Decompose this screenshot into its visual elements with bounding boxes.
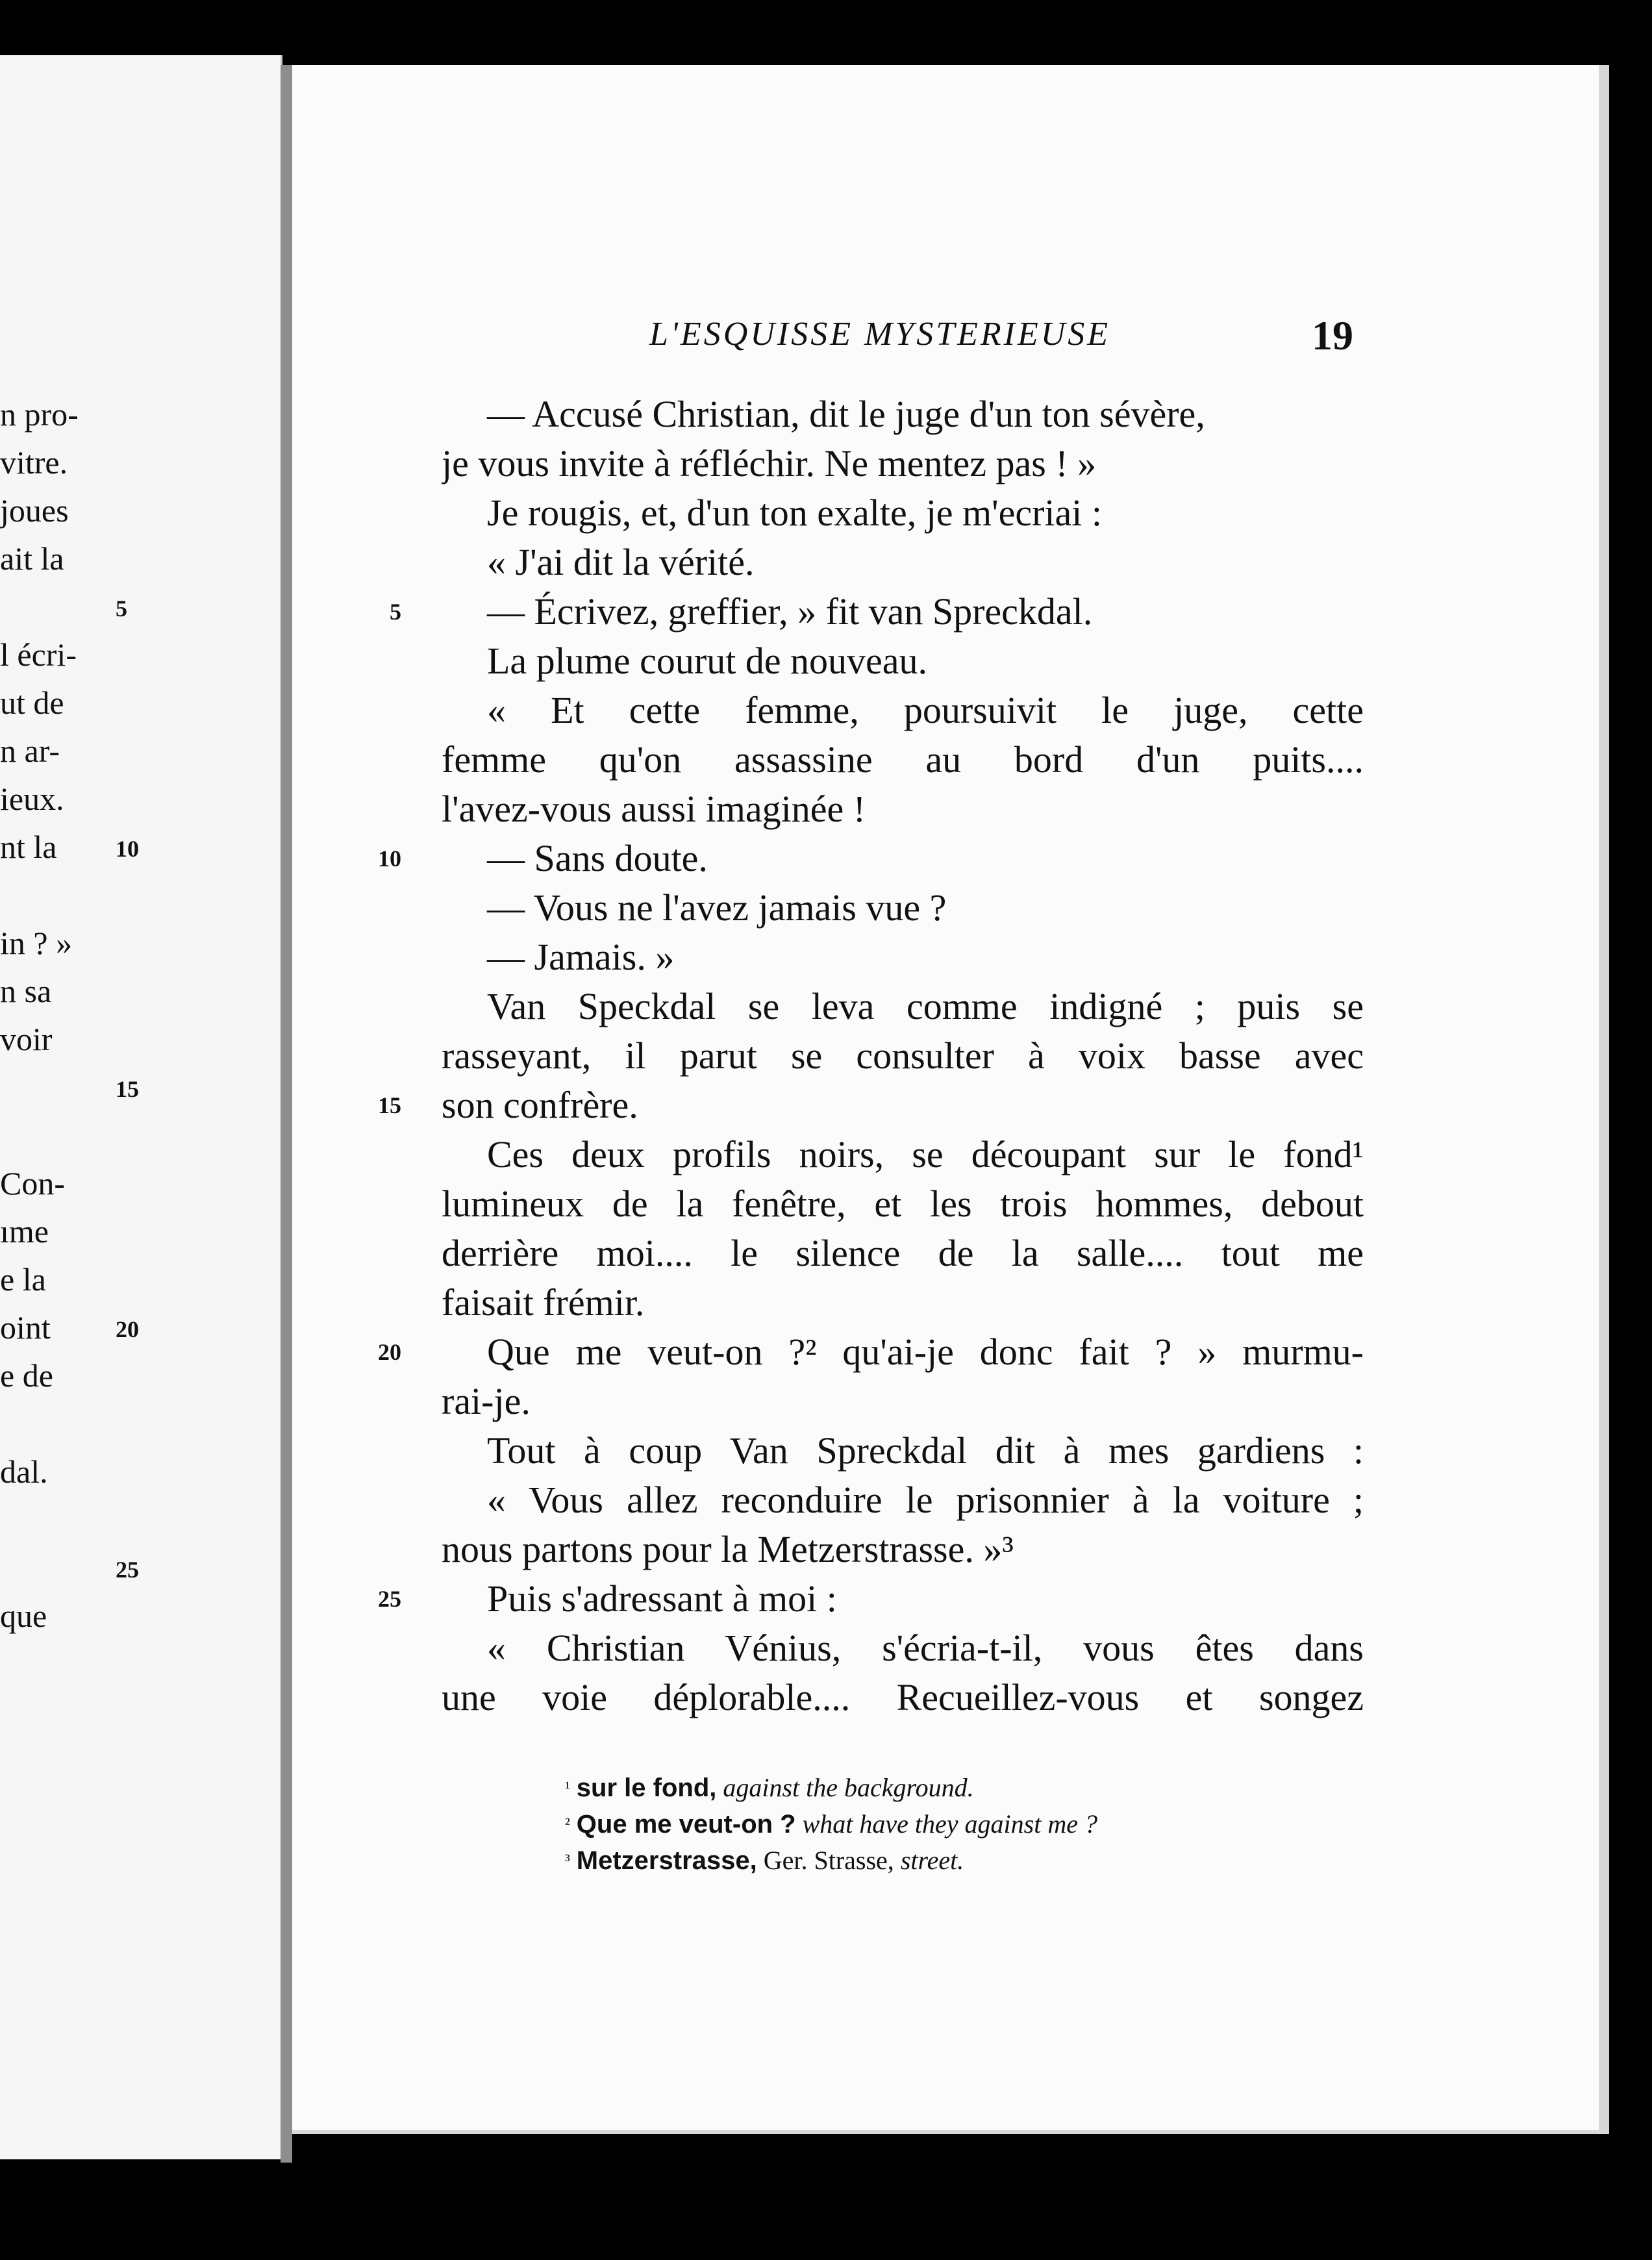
left-page-line-number: 10 bbox=[116, 836, 139, 862]
text-line-content: rasseyant, il parut se consulter à voix basse avec bbox=[442, 1035, 1364, 1077]
left-page-text-fragment: que bbox=[0, 1598, 47, 1634]
text-line-content: femme qu'on assassine au bord d'un puits.... bbox=[442, 738, 1364, 781]
left-page-text-fragment: ıme bbox=[0, 1213, 49, 1249]
left-page-text-fragment: n ar- bbox=[0, 733, 60, 769]
line-number: 20 bbox=[378, 1339, 401, 1365]
line-number: 10 bbox=[378, 846, 401, 872]
text-line-content: Ces deux profils noirs, se découpant sur le fond¹ bbox=[487, 1133, 1364, 1175]
text-line-content: La plume courut de nouveau. bbox=[487, 640, 928, 682]
text-line-content: son confrère. bbox=[442, 1084, 638, 1126]
page-number: 19 bbox=[1312, 312, 1353, 358]
text-line bbox=[442, 587, 1364, 636]
left-page-text-fragment: nt la bbox=[0, 829, 57, 865]
text-line bbox=[442, 1377, 1364, 1426]
text-line-content: Puis s'adressant à moi : bbox=[487, 1577, 837, 1620]
footnote-gloss: against the background. bbox=[723, 1773, 974, 1802]
text-line bbox=[442, 834, 1364, 883]
text-line-content: Tout à coup Van Spreckdal dit à mes gardiens : bbox=[487, 1429, 1364, 1472]
text-line bbox=[442, 1229, 1364, 1278]
left-page-text-fragment: n sa bbox=[0, 973, 52, 1009]
text-line bbox=[442, 785, 1364, 834]
text-line bbox=[442, 1327, 1364, 1377]
text-line bbox=[442, 1624, 1364, 1673]
left-page-text-fragment: ait la bbox=[0, 540, 64, 577]
text-line bbox=[442, 1130, 1364, 1179]
left-page-text-fragment: oint bbox=[0, 1309, 51, 1346]
footnote bbox=[565, 1770, 974, 1806]
footnote-gloss: what have they against me ? bbox=[802, 1809, 1097, 1839]
text-line-content: derrière moi.... le silence de la salle.... tout me bbox=[442, 1232, 1364, 1274]
text-line-content: — Sans doute. bbox=[487, 837, 708, 879]
text-line-content: rai-je. bbox=[442, 1380, 531, 1422]
left-page-text-fragment: vitre. bbox=[0, 444, 68, 481]
left-page-text-fragment: e de bbox=[0, 1357, 53, 1394]
text-line bbox=[442, 1475, 1364, 1525]
text-line bbox=[442, 1031, 1364, 1081]
footnote-mark: ² bbox=[565, 1814, 570, 1833]
text-line-content: — Écrivez, greffier, » fit van Spreckdal. bbox=[487, 590, 1093, 633]
line-number: 15 bbox=[378, 1092, 401, 1118]
left-page-text-fragment: l écri- bbox=[0, 636, 77, 673]
left-page-text-fragment: voir bbox=[0, 1021, 53, 1057]
left-page-text-fragment: ieux. bbox=[0, 781, 64, 817]
text-line bbox=[442, 1525, 1364, 1574]
left-page-text-fragment: n pro- bbox=[0, 396, 79, 433]
text-line-content: lumineux de la fenêtre, et les trois hommes, debout bbox=[442, 1183, 1364, 1225]
footnote bbox=[565, 1842, 964, 1879]
line-number: 25 bbox=[378, 1586, 401, 1612]
text-line bbox=[442, 1081, 1364, 1130]
text-line-content: une voie déplorable.... Recueillez-vous et songez bbox=[442, 1676, 1364, 1718]
left-page-line-number: 25 bbox=[116, 1557, 139, 1583]
footnote-gloss: street. bbox=[900, 1846, 964, 1875]
previous-page-fragment bbox=[0, 55, 282, 2159]
left-page-text-fragment: e la bbox=[0, 1261, 46, 1298]
text-line bbox=[442, 1574, 1364, 1624]
text-line-content: l'avez-vous aussi imaginée ! bbox=[442, 788, 866, 830]
book-page bbox=[292, 65, 1609, 2134]
text-line bbox=[442, 636, 1364, 686]
text-line-content: — Jamais. » bbox=[487, 936, 675, 978]
text-line-content: nous partons pour la Metzerstrasse. »³ bbox=[442, 1528, 1014, 1570]
text-line-content: « J'ai dit la vérité. bbox=[487, 541, 755, 583]
text-line-content: « Vous allez reconduire le prisonnier à la voiture ; bbox=[487, 1479, 1364, 1521]
left-page-text-fragment: dal. bbox=[0, 1453, 48, 1490]
text-line-content: — Vous ne l'avez jamais vue ? bbox=[487, 886, 947, 929]
text-line-content: faisait frémir. bbox=[442, 1281, 645, 1324]
running-head: L'ESQUISSE MYSTERIEUSE bbox=[649, 316, 1111, 353]
footnote-mark: ¹ bbox=[565, 1778, 570, 1797]
text-line bbox=[442, 883, 1364, 933]
text-line bbox=[442, 982, 1364, 1031]
text-line bbox=[442, 439, 1364, 488]
text-line bbox=[442, 1179, 1364, 1229]
text-line bbox=[442, 1673, 1364, 1722]
text-line bbox=[442, 488, 1364, 538]
text-line bbox=[442, 538, 1364, 587]
text-line-content: « Christian Vénius, s'écria-t-il, vous êtes dans bbox=[487, 1627, 1364, 1669]
footnote-term: Metzerstrasse, bbox=[576, 1846, 757, 1875]
left-page-line-number: 20 bbox=[116, 1316, 139, 1342]
text-line-content: Van Speckdal se leva comme indigné ; puis se bbox=[487, 985, 1364, 1027]
text-line bbox=[442, 686, 1364, 735]
text-line-content: je vous invite à réfléchir. Ne mentez pas ! » bbox=[442, 442, 1097, 484]
text-line-content: Que me veut-on ?² qu'ai-je donc fait ? » murmu- bbox=[487, 1331, 1364, 1373]
footnote-mark: ³ bbox=[565, 1851, 570, 1870]
line-number: 5 bbox=[390, 599, 401, 625]
footnote-term: sur le fond, bbox=[576, 1774, 717, 1802]
text-line bbox=[442, 1278, 1364, 1327]
footnote-plain: Ger. Strasse, bbox=[763, 1846, 894, 1875]
left-page-line-number: 5 bbox=[116, 596, 127, 622]
text-line bbox=[442, 390, 1364, 439]
footnote bbox=[565, 1806, 1097, 1842]
left-page-line-number: 15 bbox=[116, 1076, 139, 1102]
book-gutter bbox=[281, 65, 292, 2163]
left-page-text-fragment: in ? » bbox=[0, 925, 73, 961]
text-line bbox=[442, 933, 1364, 982]
text-line-content: Je rougis, et, d'un ton exalte, je m'ecriai : bbox=[487, 492, 1103, 534]
footnote-term: Que me veut-on ? bbox=[576, 1810, 796, 1839]
text-line-content: « Et cette femme, poursuivit le juge, cette bbox=[487, 689, 1364, 731]
text-line bbox=[442, 735, 1364, 785]
text-line-content: — Accusé Christian, dit le juge d'un ton sévère, bbox=[487, 393, 1205, 435]
left-page-text-fragment: ut de bbox=[0, 684, 64, 721]
text-line bbox=[442, 1426, 1364, 1475]
left-page-text-fragment: Con- bbox=[0, 1165, 65, 1201]
left-page-text-fragment: joues bbox=[0, 492, 69, 529]
